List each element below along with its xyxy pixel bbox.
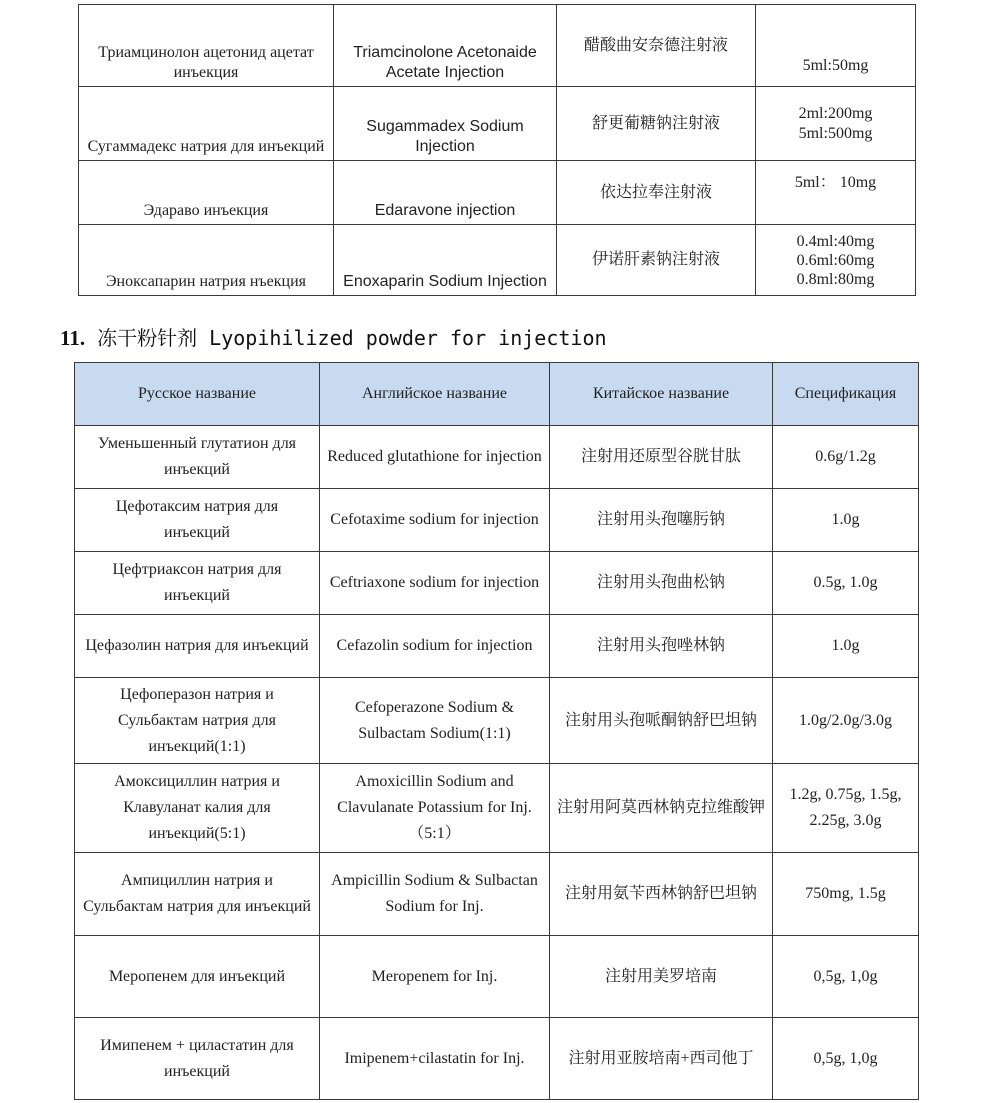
table-row — [75, 1018, 919, 1100]
chinese-name-cell: 注射用头孢曲松钠 — [550, 552, 773, 615]
english-name-cell: Cefotaxime sodium for injection — [320, 489, 550, 552]
russian-name-cell: Амоксициллин натрия и Клавуланат калия для инъекций(5:1) — [75, 764, 320, 853]
russian-name-cell: Меропенем для инъекций — [75, 936, 320, 1018]
specification-cell: 5ml:50mg — [756, 5, 916, 87]
english-name-cell: Ampicillin Sodium & Sulbactan Sodium for Inj. — [320, 853, 550, 936]
english-name-cell: Reduced glutathione for injection — [320, 426, 550, 489]
english-name-cell: Cefoperazone Sodium & Sulbactam Sodium(1:1) — [320, 678, 550, 764]
specification-cell: 2ml:200mg 5ml:500mg — [756, 87, 916, 161]
russian-name-cell: Имипенем + циластатин для инъекций — [75, 1018, 320, 1100]
chinese-name-cell: 注射用头孢哌酮钠舒巴坦钠 — [550, 678, 773, 764]
specification-cell: 0.5g, 1.0g — [773, 552, 919, 615]
english-name-cell: Meropenem for Inj. — [320, 936, 550, 1018]
specification-cell: 5ml： 10mg — [756, 161, 916, 225]
russian-name-cell: Эдараво инъекция — [79, 161, 334, 225]
column-header-russian: Русское название — [75, 363, 320, 426]
table-row — [75, 615, 919, 678]
column-header-chinese: Китайское название — [550, 363, 773, 426]
russian-name-cell: Уменьшенный глутатион для инъекций — [75, 426, 320, 489]
english-name-cell: Imipenem+cilastatin for Inj. — [320, 1018, 550, 1100]
chinese-name-cell: 舒更葡糖钠注射液 — [557, 87, 756, 161]
table-row — [79, 5, 916, 87]
russian-name-cell: Ампициллин натрия и Сульбактам натрия для инъекций — [75, 853, 320, 936]
specification-cell: 0.4ml:40mg 0.6ml:60mg 0.8ml:80mg — [756, 225, 916, 296]
chinese-name-cell: 注射用亚胺培南+西司他丁 — [550, 1018, 773, 1100]
specification-cell: 1.0g — [773, 489, 919, 552]
chinese-name-cell: 注射用头孢噻肟钠 — [550, 489, 773, 552]
table-row — [75, 489, 919, 552]
specification-cell: 1.2g, 0.75g, 1.5g, 2.25g, 3.0g — [773, 764, 919, 853]
chinese-name-cell: 注射用头孢唑林钠 — [550, 615, 773, 678]
table-row — [79, 87, 916, 161]
english-name-cell: Triamcinolone Acetonaide Acetate Injection — [334, 5, 557, 87]
russian-name-cell: Триамцинолон ацетонид ацетат инъекция — [79, 5, 334, 87]
english-name-cell: Ceftriaxone sodium for injection — [320, 552, 550, 615]
table-row — [75, 936, 919, 1018]
chinese-name-cell: 注射用美罗培南 — [550, 936, 773, 1018]
russian-name-cell: Цефазолин натрия для инъекций — [75, 615, 320, 678]
english-name-cell: Edaravone injection — [334, 161, 557, 225]
table-row — [75, 552, 919, 615]
table-header-row — [75, 363, 919, 426]
table-row — [75, 853, 919, 936]
chinese-name-cell: 注射用阿莫西林钠克拉维酸钾 — [550, 764, 773, 853]
chinese-name-cell: 伊诺肝素钠注射液 — [557, 225, 756, 296]
russian-name-cell: Сугаммадекс натрия для инъекций — [79, 87, 334, 161]
injection-spec-table-continued — [78, 4, 916, 296]
table-row — [75, 764, 919, 853]
chinese-name-cell: 依达拉奉注射液 — [557, 161, 756, 225]
specification-cell: 0,5g, 1,0g — [773, 936, 919, 1018]
specification-cell: 1.0g — [773, 615, 919, 678]
specification-cell: 1.0g/2.0g/3.0g — [773, 678, 919, 764]
table-row — [75, 426, 919, 489]
section-heading — [60, 322, 607, 351]
chinese-name-cell: 注射用氨苄西林钠舒巴坦钠 — [550, 853, 773, 936]
english-name-cell: Enoxaparin Sodium Injection — [334, 225, 557, 296]
section-number: 11. — [60, 326, 86, 350]
specification-cell: 0,5g, 1,0g — [773, 1018, 919, 1100]
chinese-name-cell: 注射用还原型谷胱甘肽 — [550, 426, 773, 489]
russian-name-cell: Цефотаксим натрия для инъекций — [75, 489, 320, 552]
russian-name-cell: Цефоперазон натрия и Сульбактам натрия для инъекций(1:1) — [75, 678, 320, 764]
english-name-cell: Amoxicillin Sodium and Clavulanate Potassium for Inj.（5:1） — [320, 764, 550, 853]
section-title: 冻干粉针剂 Lyopihilized powder for injection — [97, 326, 607, 350]
english-name-cell: Sugammadex Sodium Injection — [334, 87, 557, 161]
russian-name-cell: Цефтриаксон натрия для инъекций — [75, 552, 320, 615]
table-row — [79, 161, 916, 225]
specification-cell: 0.6g/1.2g — [773, 426, 919, 489]
table-row — [79, 225, 916, 296]
column-header-specification: Спецификация — [773, 363, 919, 426]
russian-name-cell: Эноксапарин натрия нъекция — [79, 225, 334, 296]
table-row — [75, 678, 919, 764]
chinese-name-cell: 醋酸曲安奈德注射液 — [557, 5, 756, 87]
lyophilized-powder-table — [74, 362, 919, 1100]
column-header-english: Английское название — [320, 363, 550, 426]
english-name-cell: Cefazolin sodium for injection — [320, 615, 550, 678]
specification-cell: 750mg, 1.5g — [773, 853, 919, 936]
